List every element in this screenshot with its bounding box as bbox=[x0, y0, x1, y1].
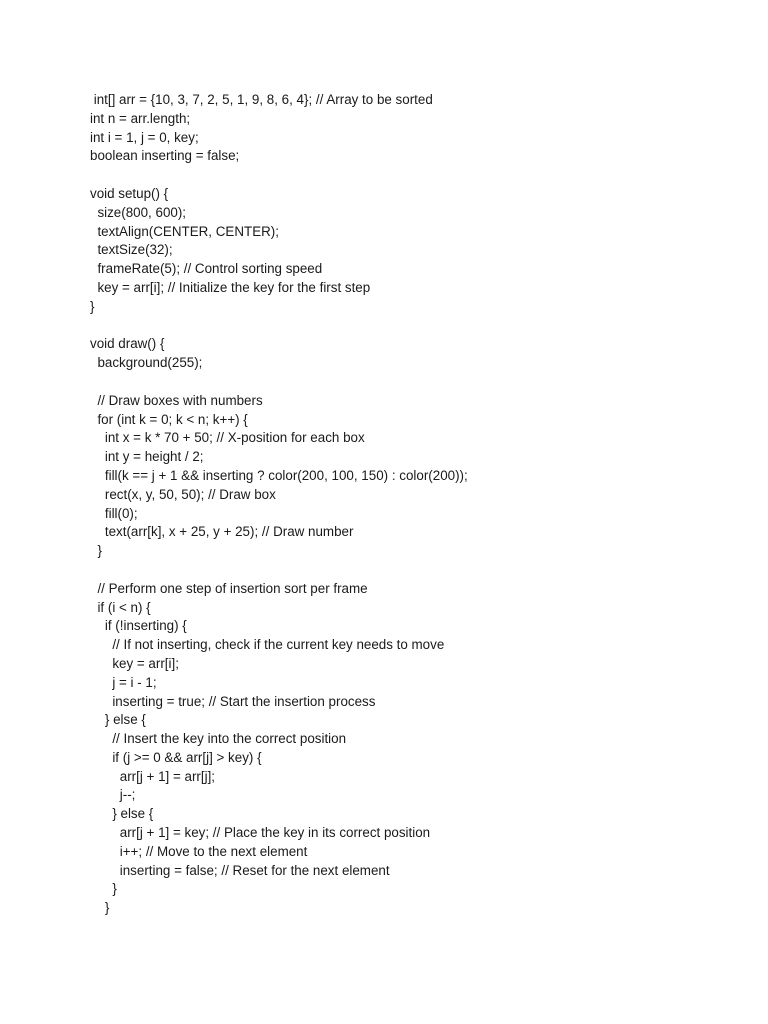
code-line: // Perform one step of insertion sort per frame bbox=[90, 580, 368, 596]
code-line: rect(x, y, 50, 50); // Draw box bbox=[90, 486, 276, 502]
code-line: inserting = false; // Reset for the next element bbox=[90, 862, 390, 878]
code-line: fill(k == j + 1 && inserting ? color(200, 100, 150) : color(200)); bbox=[90, 467, 468, 483]
code-line: arr[j + 1] = arr[j]; bbox=[90, 768, 216, 784]
code-line: size(800, 600); bbox=[90, 204, 187, 220]
code-line: frameRate(5); // Control sorting speed bbox=[90, 261, 323, 277]
code-line bbox=[90, 373, 468, 392]
code-line: } else { bbox=[90, 806, 154, 822]
code-line: void setup() { bbox=[90, 185, 169, 201]
code-line: j--; bbox=[90, 787, 136, 803]
code-line: text(arr[k], x + 25, y + 25); // Draw number bbox=[90, 524, 354, 540]
code-line: key = arr[i]; bbox=[90, 655, 179, 671]
code-line: inserting = true; // Start the insertion process bbox=[90, 693, 376, 709]
code-line: // If not inserting, check if the current key needs to move bbox=[90, 637, 445, 653]
code-line: textAlign(CENTER, CENTER); bbox=[90, 223, 279, 239]
code-line bbox=[90, 317, 468, 336]
code-line: } bbox=[90, 900, 110, 916]
code-line bbox=[90, 561, 468, 580]
code-line bbox=[90, 166, 468, 185]
code-line: boolean inserting = false; bbox=[90, 148, 240, 164]
code-line: key = arr[i]; // Initialize the key for the first step bbox=[90, 279, 371, 295]
code-line: } bbox=[90, 543, 102, 559]
code-line: int x = k * 70 + 50; // X-position for each box bbox=[90, 430, 365, 446]
code-line: textSize(32); bbox=[90, 242, 173, 258]
code-line: int[] arr = {10, 3, 7, 2, 5, 1, 9, 8, 6, 4}; // Array to be sorted bbox=[90, 92, 433, 107]
code-line: } bbox=[90, 881, 117, 897]
code-line: if (i < n) { bbox=[90, 599, 151, 615]
code-line: for (int k = 0; k < n; k++) { bbox=[90, 411, 248, 427]
code-line: i++; // Move to the next element bbox=[90, 843, 308, 859]
code-line: } else { bbox=[90, 712, 146, 728]
code-line: fill(0); bbox=[90, 505, 138, 521]
code-line: void draw() { bbox=[90, 336, 165, 352]
code-line: arr[j + 1] = key; // Place the key in its correct position bbox=[90, 825, 431, 841]
code-listing bbox=[90, 91, 468, 918]
code-line: if (!inserting) { bbox=[90, 618, 187, 634]
code-line: int y = height / 2; bbox=[90, 449, 204, 465]
code-line: } bbox=[90, 298, 95, 314]
code-line: int i = 1, j = 0, key; bbox=[90, 129, 199, 145]
code-line: // Insert the key into the correct position bbox=[90, 731, 347, 747]
code-line: int n = arr.length; bbox=[90, 110, 191, 126]
code-line: // Draw boxes with numbers bbox=[90, 392, 263, 408]
code-line: j = i - 1; bbox=[90, 674, 157, 690]
code-line: if (j >= 0 && arr[j] > key) { bbox=[90, 749, 262, 765]
code-line: background(255); bbox=[90, 355, 203, 371]
